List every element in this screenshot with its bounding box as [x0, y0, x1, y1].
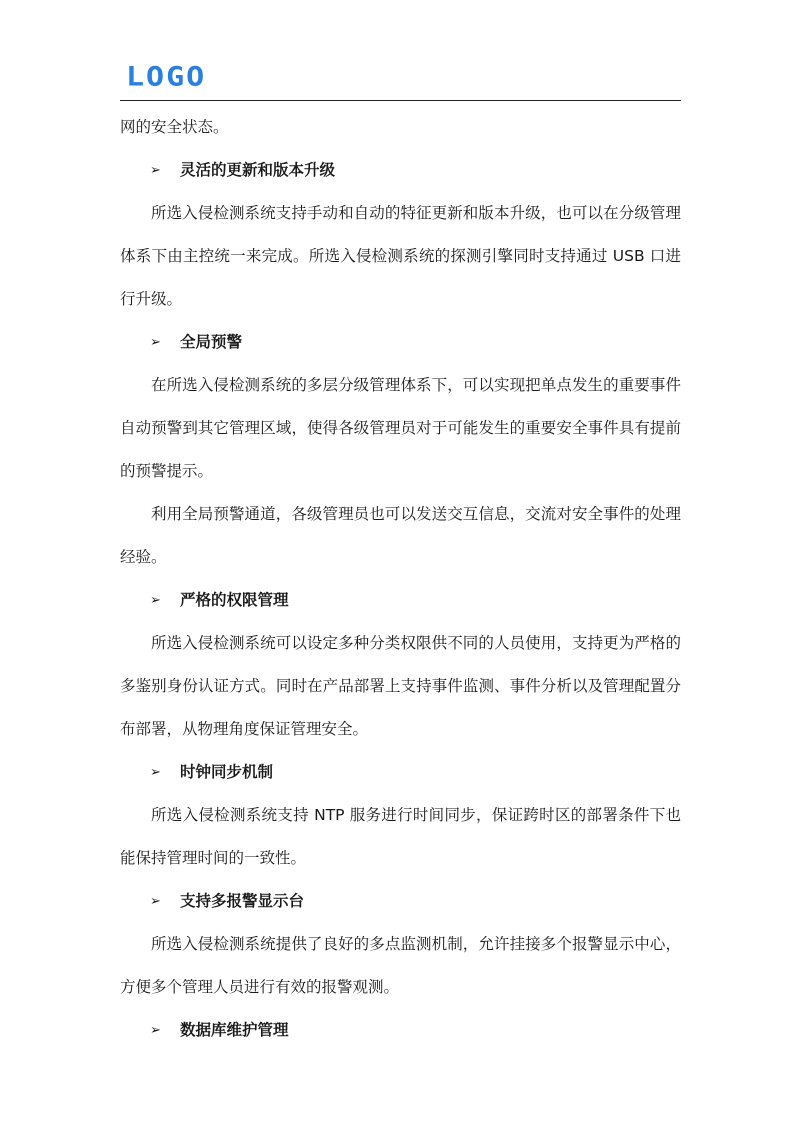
section-heading-text: 支持多报警显示台: [180, 892, 305, 910]
arrow-bullet-icon: ➢: [150, 1023, 161, 1038]
document-body: [120, 106, 681, 1052]
section-heading-text: 时钟同步机制: [180, 763, 274, 781]
paragraph-multi-console: 所选入侵检测系统提供了良好的多点监测机制，允许挂接多个报警显示中心，方便多个管理人员进行有效的报警观测。: [120, 935, 681, 996]
section-heading-clock-sync: [120, 751, 681, 794]
paragraph-global-alert-2: 利用全局预警通道，各级管理员也可以发送交互信息，交流对安全事件的处理经验。: [120, 505, 681, 566]
arrow-bullet-icon: ➢: [150, 593, 161, 608]
arrow-bullet-icon: ➢: [150, 335, 161, 350]
section-heading-global-alert: [120, 321, 681, 364]
paragraph-continuation: 网的安全状态。: [120, 118, 229, 136]
section-heading-permissions: [120, 579, 681, 622]
paragraph-permissions: 所选入侵检测系统可以设定多种分类权限供不同的人员使用，支持更为严格的多鉴别身份认证方式。同时在产品部署上支持事件监测、事件分析以及管理配置分布部署，从物理角度保证管理安全。: [120, 634, 681, 738]
section-heading-update: [120, 149, 681, 192]
logo: LOGO: [126, 61, 207, 93]
section-heading-text: 严格的权限管理: [180, 591, 289, 609]
section-heading-multi-console: [120, 880, 681, 923]
arrow-bullet-icon: ➢: [150, 765, 161, 780]
paragraph-clock-sync: 所选入侵检测系统支持 NTP 服务进行时间同步，保证跨时区的部署条件下也能保持管理时间的一致性。: [120, 806, 681, 867]
arrow-bullet-icon: ➢: [150, 894, 161, 909]
arrow-bullet-icon: ➢: [150, 163, 161, 178]
section-heading-text: 数据库维护管理: [180, 1021, 289, 1039]
section-heading-text: 灵活的更新和版本升级: [180, 161, 336, 179]
paragraph-update: 所选入侵检测系统支持手动和自动的特征更新和版本升级，也可以在分级管理体系下由主控统一来完成。所选入侵检测系统的探测引擎同时支持通过 USB 口进行升级。: [120, 204, 681, 308]
section-heading-text: 全局预警: [180, 333, 243, 351]
section-heading-database: [120, 1009, 681, 1052]
page-header: [120, 58, 681, 101]
paragraph-global-alert-1: 在所选入侵检测系统的多层分级管理体系下，可以实现把单点发生的重要事件自动预警到其它管理区域，使得各级管理员对于可能发生的重要安全事件具有提前的预警提示。: [120, 376, 681, 480]
